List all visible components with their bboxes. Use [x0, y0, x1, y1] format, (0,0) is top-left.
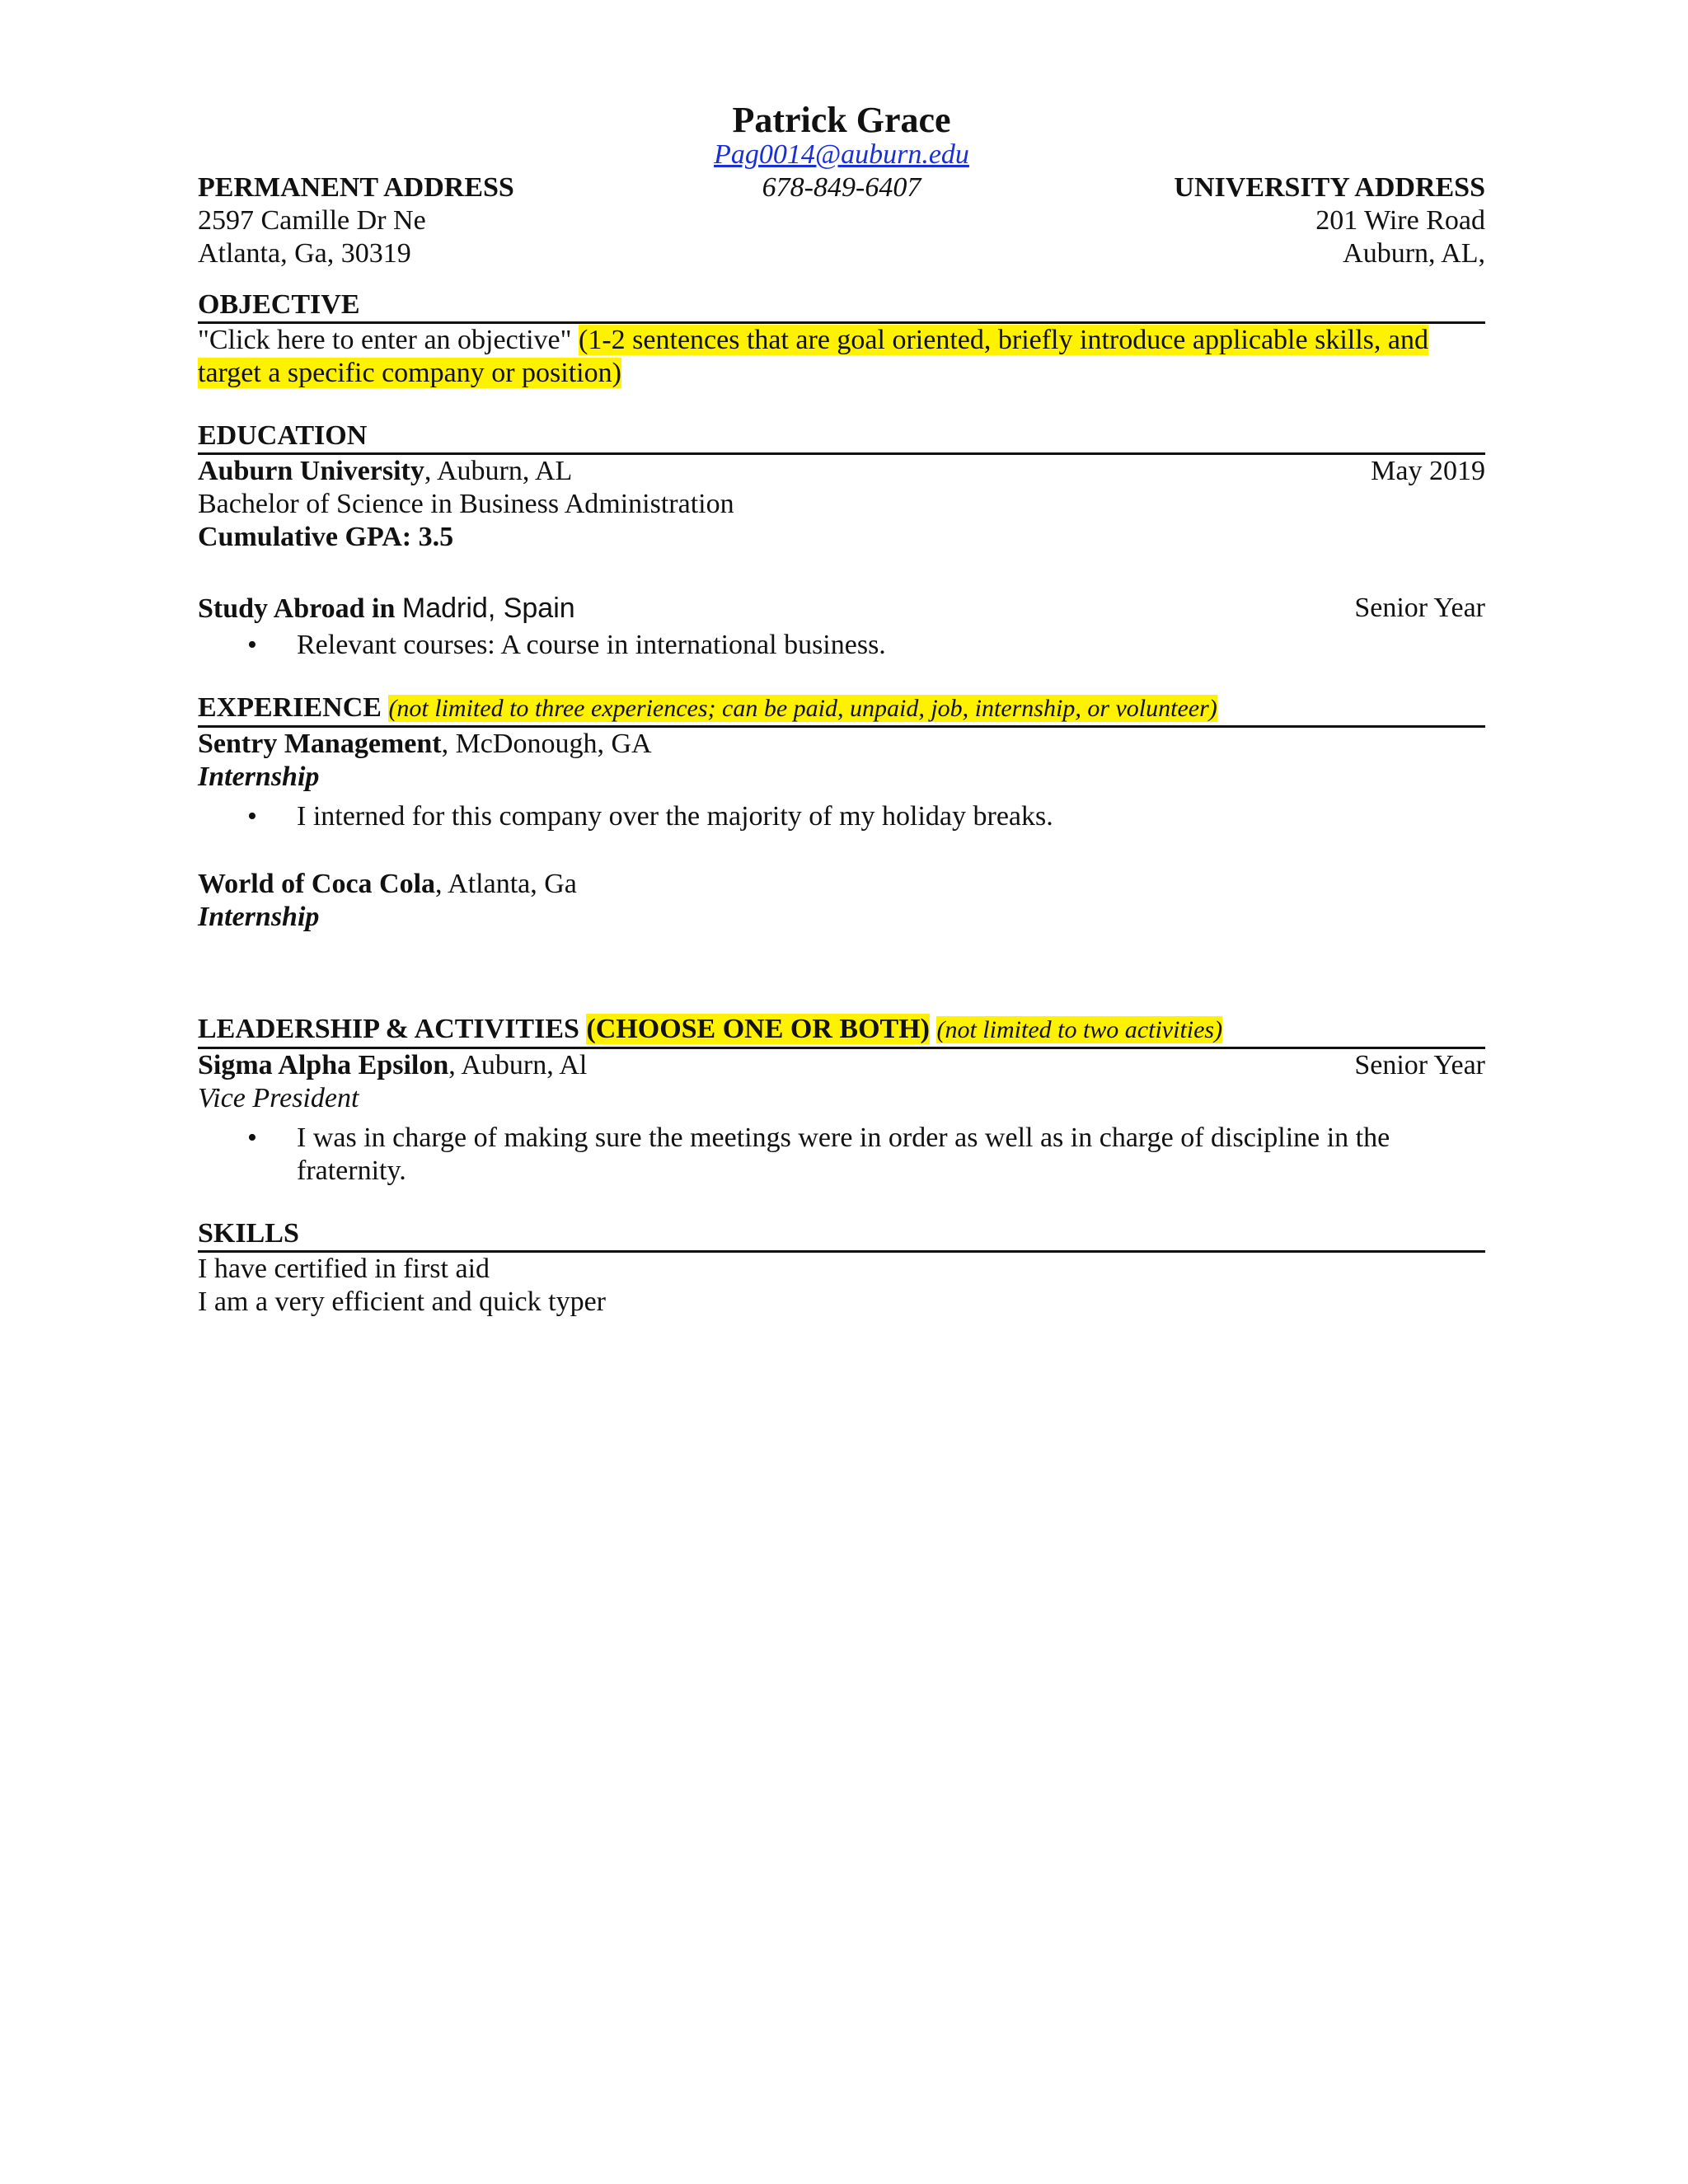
study-abroad-list: [198, 629, 1485, 662]
phone-number: 678-849-6407: [762, 172, 921, 203]
experience-title: EXPERIENCE: [198, 692, 382, 723]
experience-role: Internship: [198, 762, 320, 792]
experience-item: [198, 868, 1485, 934]
education-school-location: , Auburn, AL: [424, 456, 573, 486]
leadership-location: , Auburn, Al: [448, 1050, 588, 1080]
objective-body: [198, 324, 1485, 390]
experience-org: Sentry Management: [198, 729, 442, 759]
experience-location: , McDonough, GA: [441, 729, 652, 759]
leadership-org-row: [198, 1049, 1485, 1082]
education-degree: Bachelor of Science in Business Administration: [198, 489, 734, 519]
skills-heading: SKILLS: [198, 1217, 1485, 1253]
leadership-title: LEADERSHIP & ACTIVITIES: [198, 1014, 579, 1044]
permanent-address-label: PERMANENT ADDRESS: [198, 172, 514, 203]
experience-bullets: [198, 800, 1485, 833]
university-address-label: UNIVERSITY ADDRESS: [1174, 172, 1485, 203]
permanent-address-line2: Atlanta, Ga, 30319: [198, 238, 411, 269]
experience-org: World of Coca Cola: [198, 869, 436, 899]
email-link[interactable]: Pag0014@auburn.edu: [714, 139, 969, 170]
leadership-date: Senior Year: [1354, 1050, 1485, 1080]
leadership-bullet: • I was in charge of making sure the meetings were in order as well as in charge of discipline in the fraternity.: [297, 1122, 1485, 1188]
leadership-note: (not limited to two activities): [936, 1016, 1223, 1043]
education-school: Auburn University: [198, 456, 424, 486]
permanent-address: [198, 171, 514, 270]
university-address-line2: Auburn, AL,: [1343, 238, 1485, 269]
experience-heading: [198, 691, 1485, 728]
experience-note: (not limited to three experiences; can be paid, unpaid, job, internship, or volunteer): [388, 695, 1217, 722]
experience-item: [198, 728, 1485, 833]
leadership-heading: [198, 1013, 1485, 1049]
permanent-address-line1: 2597 Camille Dr Ne: [198, 205, 426, 236]
education-date: May 2019: [1371, 456, 1485, 486]
education-school-row: [198, 455, 1485, 488]
study-abroad-label: Study Abroad in: [198, 593, 396, 624]
university-address-line1: 201 Wire Road: [1315, 205, 1485, 236]
leadership-role: Vice President: [198, 1083, 359, 1113]
university-address: [1174, 171, 1485, 270]
leadership-org: Sigma Alpha Epsilon: [198, 1050, 449, 1080]
skills-line: I am a very efficient and quick typer: [198, 1286, 606, 1317]
study-abroad-bullet: • Relevant courses: A course in international business.: [297, 629, 1485, 662]
resume-page: [198, 97, 1485, 1319]
objective-heading: OBJECTIVE: [198, 288, 1485, 324]
leadership-bullets: [198, 1122, 1485, 1188]
resume-name: Patrick Grace: [732, 100, 951, 140]
leadership-choose: (CHOOSE ONE OR BOTH): [586, 1014, 930, 1044]
experience-location: , Atlanta, Ga: [435, 869, 577, 899]
contact-header: [198, 139, 1485, 275]
objective-hint: (1-2 sentences that are goal oriented, briefly introduce applicable skills, and target a specific company or position): [198, 325, 1428, 388]
study-abroad-date: Senior Year: [1354, 593, 1485, 623]
experience-role: Internship: [198, 902, 320, 932]
study-abroad-row: [198, 592, 1485, 626]
education-heading: EDUCATION: [198, 419, 1485, 455]
skills-line: I have certified in first aid: [198, 1254, 490, 1284]
study-abroad-place: Madrid, Spain: [401, 593, 575, 624]
objective-text[interactable]: "Click here to enter an objective": [198, 325, 572, 355]
education-gpa: Cumulative GPA: 3.5: [198, 522, 454, 552]
experience-bullet: • I interned for this company over the majority of my holiday breaks.: [297, 800, 1485, 833]
